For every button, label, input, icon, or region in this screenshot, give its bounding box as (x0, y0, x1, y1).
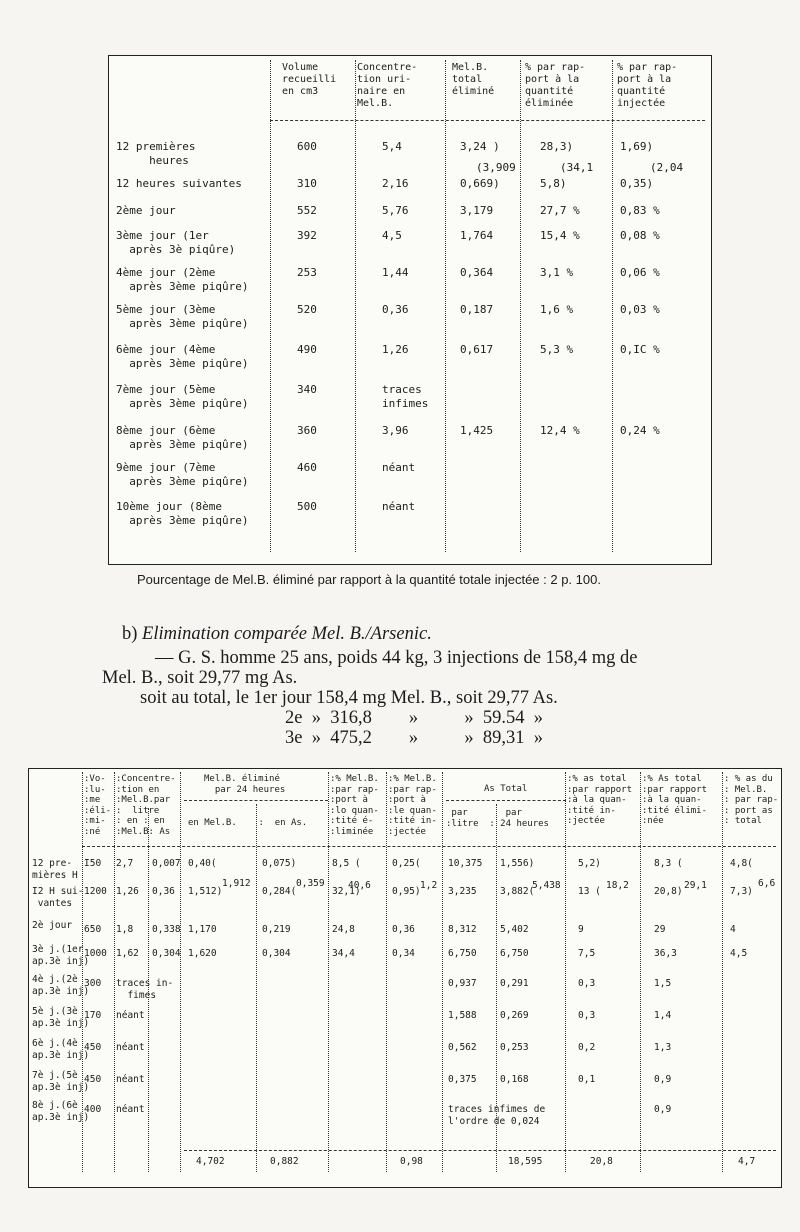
table1-cell: traces infimes (382, 383, 429, 410)
table2-brace-total: 5,438 (532, 880, 561, 891)
table1-cell: 4,5 (382, 229, 402, 242)
table1-column-divider (355, 60, 356, 552)
table2-cell: 1,3 (654, 1042, 672, 1053)
table2-cell: 1,4 (654, 1010, 672, 1021)
table2-cell: I50 (84, 858, 102, 869)
table1-cell: 0,03 % (620, 303, 660, 316)
table1-column-divider (520, 60, 521, 552)
table2-cell: 3,882( (500, 886, 535, 897)
table2-subheader-rule (446, 800, 566, 801)
table1-row-label: 9ème jour (7ème après 3ème piqûre) (116, 461, 249, 488)
table1-cell: 392 (297, 229, 317, 242)
table2-column-total: 0,98 (400, 1156, 423, 1167)
table2-cell: 9 (578, 924, 584, 935)
table2-cell: 1,556) (500, 858, 535, 869)
section-line5: 3e » 475,2 » » 89,31 » (285, 728, 543, 748)
table2-cell: 6,750 (500, 948, 529, 959)
table2-cell: néant (116, 1042, 145, 1053)
table2-column-divider (328, 772, 329, 1172)
table2-brace-total: 1,912 (222, 878, 251, 889)
table1-header: % par rap- port à la quantité injectée (617, 62, 678, 109)
table2-cell: 0,304 (262, 948, 291, 959)
table2-row-label: I2 H sui- vantes (32, 886, 84, 909)
table1-cell: 12,4 % (540, 424, 580, 437)
table1-cell: 0,187 (460, 303, 494, 316)
table1-cell: 253 (297, 266, 317, 279)
table2-header: :% Mel.B. :par rap- :port à :lo quan- :tité é- :liminée (330, 774, 379, 837)
table1-header: Concentre- tion uri- naire en Mel.B. (357, 62, 418, 109)
table2-row-label: 3è j.(1er ap.3è inj) (32, 944, 90, 967)
table1-header-rule (270, 120, 705, 121)
table2-cell: 1,588 (448, 1010, 477, 1021)
table2-column-divider (386, 772, 387, 1172)
table1-cell: 460 (297, 461, 317, 474)
table2-cell: 0,36 (392, 924, 415, 935)
table1-cell: 552 (297, 204, 317, 217)
table2-column-divider (180, 772, 181, 1172)
table2-cell: 8,3 ( (654, 858, 683, 869)
table1-brace-total: (34,1 (560, 161, 594, 174)
table2-header-rule (82, 846, 776, 847)
table2-cell: 1,620 (188, 948, 217, 959)
table2-header: As Total (484, 784, 528, 794)
table1-cell: 1,6 % (540, 303, 574, 316)
table1-row-label: 12 premières heures (116, 140, 196, 167)
table2-cell: 13 ( (578, 886, 601, 897)
table2-cell: 0,007 (152, 858, 181, 869)
table1-cell: 340 (297, 383, 317, 396)
table2-cell: 650 (84, 924, 102, 935)
table2-cell: 0,3 (578, 1010, 596, 1021)
table2-cell: 170 (84, 1010, 102, 1021)
table1-cell: 520 (297, 303, 317, 316)
table2-column-divider (114, 772, 115, 1172)
table1-column-divider (270, 60, 271, 552)
table2-row-label: 6è j.(4è ap.3è inj) (32, 1038, 90, 1061)
table2-cell: 32,1) (332, 886, 361, 897)
table2-cell: 0,168 (500, 1074, 529, 1085)
table1-cell: 1,69) (620, 140, 654, 153)
table2-brace-total: 29,1 (684, 880, 707, 891)
table2-cell: 0,2 (578, 1042, 596, 1053)
table1-cell: 0,364 (460, 266, 494, 279)
table2-header: Mel.B. éliminé par 24 heures (204, 774, 286, 795)
table1-header: % par rap- port à la quantité éliminée (525, 62, 586, 109)
table2-cell: 6,750 (448, 948, 477, 959)
table2-column-divider (722, 772, 723, 1172)
table2-cell: 0,9 (654, 1074, 672, 1085)
table1-cell: 1,44 (382, 266, 409, 279)
table2-header: :Vo- :lu- :me :éli- :mi- :né (84, 774, 112, 837)
table2-cell: néant (116, 1104, 145, 1115)
table1-header: Mel.B. total éliminé (452, 62, 495, 97)
table1-row-label: 10ème jour (8ème après 3ème piqûre) (116, 500, 249, 527)
table2-cell: 36,3 (654, 948, 677, 959)
table2-header: :% As total :par rapport :à la quan- :tité élimi- :née (642, 774, 708, 826)
table1-cell: 0,83 % (620, 204, 660, 217)
table2-cell: 1,170 (188, 924, 217, 935)
table2-column-total: 18,595 (508, 1156, 543, 1167)
table2-header: : % as du : Mel.B. : par rap- : port as : total (724, 774, 779, 826)
table2-cell: 0,95) (392, 886, 421, 897)
table2-row-label: 7è j.(5è ap.3è inj) (32, 1070, 90, 1093)
table2-cell: 0,375 (448, 1074, 477, 1085)
section-heading: b) Elimination comparée Mel. B./Arsenic. (122, 624, 432, 644)
table2-column-divider (565, 772, 566, 1172)
table2-brace-total: 40,6 (348, 880, 371, 891)
table1-cell: néant (382, 500, 416, 513)
table1-cell: 490 (297, 343, 317, 356)
table1-cell: 3,96 (382, 424, 409, 437)
table2-row-label: 5è j.(3è ap.3è inj) (32, 1006, 90, 1029)
table1-brace-total: (2,04 (650, 161, 684, 174)
table1-row-label: 12 heures suivantes (116, 177, 242, 190)
table1-header: Volume recueilli en cm3 (282, 62, 337, 97)
section-line1: — G. S. homme 25 ans, poids 44 kg, 3 injections de 158,4 mg de (155, 648, 638, 668)
table2-cell: 3,235 (448, 886, 477, 897)
table2-cell: 0,36 (152, 886, 175, 897)
table1-row-label: 2ème jour (116, 204, 176, 217)
table2-cell: 0,219 (262, 924, 291, 935)
table1-brace-total: (3,909 (476, 161, 516, 174)
table2-brace-total: 1,2 (420, 880, 438, 891)
table2-cell: 1200 (84, 886, 107, 897)
table2-cell: 0,40( (188, 858, 217, 869)
table1-cell: 500 (297, 500, 317, 513)
table2-cell: 0,253 (500, 1042, 529, 1053)
section-line2: Mel. B., soit 29,77 mg As. (102, 668, 298, 688)
table2-brace-total: 6,6 (758, 878, 776, 889)
table2-column-divider (442, 772, 443, 1172)
table2-header: :Concentre- :tion en :Mel.B.par : litre : en : en :Mel.B: As (116, 774, 176, 837)
table1-cell: 1,26 (382, 343, 409, 356)
table2-brace-total: 18,2 (606, 880, 629, 891)
table2-cell: 8,312 (448, 924, 477, 935)
table1-cell: 5,76 (382, 204, 409, 217)
table1-row-label: 8ème jour (6ème après 3ème piqûre) (116, 424, 249, 451)
table1-cell: 5,8) (540, 177, 567, 190)
table2-brace-total: 0,359 (296, 878, 325, 889)
table2-header: en Mel.B. : en As. (188, 818, 308, 828)
table2-cell: 2,7 (116, 858, 134, 869)
table1-cell: 2,16 (382, 177, 409, 190)
table2-cell: 1,512) (188, 886, 223, 897)
table1-cell: 1,764 (460, 229, 494, 242)
table2-row-label: 2è jour (32, 920, 73, 931)
section-line3: soit au total, le 1er jour 158,4 mg Mel. B., soit 29,77 As. (140, 688, 558, 708)
table2-cell: 24,8 (332, 924, 355, 935)
table2-cell: 0,075) (262, 858, 297, 869)
table2-cell: 0,284( (262, 886, 297, 897)
table2-header: par par :litre : 24 heures (446, 808, 549, 829)
table2-cell: 0,338 (152, 924, 181, 935)
table1-cell: 0,36 (382, 303, 409, 316)
table2-total-rule (184, 1150, 776, 1151)
table2-cell: 0,1 (578, 1074, 596, 1085)
table1-cell: 15,4 % (540, 229, 580, 242)
table2-cell: 4,8( (730, 858, 753, 869)
table2-cell: 450 (84, 1042, 102, 1053)
table2-column-total: 0,882 (270, 1156, 299, 1167)
table2-cell: traces infimes de l'ordre de 0,024 (448, 1104, 546, 1127)
table1-cell: 600 (297, 140, 317, 153)
table2-cell: 0,25( (392, 858, 421, 869)
table2-subheader-rule (184, 800, 328, 801)
table2-cell: 300 (84, 978, 102, 989)
table2-cell: 0,34 (392, 948, 415, 959)
table2-cell: 7,5 (578, 948, 596, 959)
table2-cell: 1,62 (116, 948, 139, 959)
table2-row-label: 4è j.(2è ap.3è inj) (32, 974, 90, 997)
table2-cell: 0,9 (654, 1104, 672, 1115)
table1-cell: néant (382, 461, 416, 474)
table2-cell: 0,937 (448, 978, 477, 989)
table2-subcolumn-divider (256, 804, 257, 1172)
table2-cell: 450 (84, 1074, 102, 1085)
table1-row-label: 7ème jour (5ème après 3ème piqûre) (116, 383, 249, 410)
table2-cell: 34,4 (332, 948, 355, 959)
table2-cell: traces in- fimes (116, 978, 174, 1001)
table2-cell: 0,269 (500, 1010, 529, 1021)
table2-cell: 7,3) (730, 886, 753, 897)
table2-cell: 4,5 (730, 948, 748, 959)
table1-cell: 28,3) (540, 140, 574, 153)
table2-cell: 5,402 (500, 924, 529, 935)
table1-cell: 360 (297, 424, 317, 437)
table2-row-label: 12 pre- mières H (32, 858, 78, 881)
table2-column-total: 4,7 (738, 1156, 756, 1167)
table2-cell: 8,5 ( (332, 858, 361, 869)
table1-caption: Pourcentage de Mel.B. éliminé par rapport à la quantité totale injectée : 2 p. 100. (137, 572, 601, 587)
table2-row-label: 8è j.(6è ap.3è inj) (32, 1100, 90, 1123)
table2-cell: 1,26 (116, 886, 139, 897)
section-line4: 2e » 316,8 » » 59.54 » (285, 708, 543, 728)
table2-cell: néant (116, 1074, 145, 1085)
table1-row-label: 3ème jour (1er après 3è piqûre) (116, 229, 236, 256)
table2-cell: 10,375 (448, 858, 483, 869)
table2-header: :% Mel.B. :par rap- :port à :le quan- :tité in- :jectée (388, 774, 437, 837)
table2-header: :% as total :par rapport :à la quan- :tité in- :jectée (567, 774, 633, 826)
table1-row-label: 6ème jour (4ème après 3ème piqûre) (116, 343, 249, 370)
table1-cell: 0,24 % (620, 424, 660, 437)
table2-column-divider (640, 772, 641, 1172)
table2-cell: 5,2) (578, 858, 601, 869)
table2-cell: néant (116, 1010, 145, 1021)
table1-cell: 3,179 (460, 204, 494, 217)
table2-cell: 400 (84, 1104, 102, 1115)
table1-cell: 0,06 % (620, 266, 660, 279)
table2-cell: 1000 (84, 948, 107, 959)
table1-cell: 0,669) (460, 177, 500, 190)
table1-cell: 0,617 (460, 343, 494, 356)
table1-cell: 27,7 % (540, 204, 580, 217)
table1-cell: 5,4 (382, 140, 402, 153)
table2-cell: 20,8) (654, 886, 683, 897)
table2-cell: 0,562 (448, 1042, 477, 1053)
table1-row-label: 5ème jour (3ème après 3ème piqûre) (116, 303, 249, 330)
table1-column-divider (612, 60, 613, 552)
table1-column-divider (445, 60, 446, 552)
table2-cell: 1,8 (116, 924, 134, 935)
table2-column-total: 20,8 (590, 1156, 613, 1167)
table1-cell: 3,24 ) (460, 140, 500, 153)
table1-cell: 5,3 % (540, 343, 574, 356)
table2-cell: 0,291 (500, 978, 529, 989)
table1-cell: 3,1 % (540, 266, 574, 279)
table2-cell: 1,5 (654, 978, 672, 989)
table2-cell: 4 (730, 924, 736, 935)
table1-cell: 0,IC % (620, 343, 660, 356)
table1-cell: 310 (297, 177, 317, 190)
table1-row-label: 4ème jour (2ème après 3ème piqûre) (116, 266, 249, 293)
table1-cell: 0,08 % (620, 229, 660, 242)
table2-cell: 0,3 (578, 978, 596, 989)
table1-cell: 0,35) (620, 177, 654, 190)
table2-cell: 0,304 (152, 948, 181, 959)
table1-cell: 1,425 (460, 424, 494, 437)
table2-column-total: 4,702 (196, 1156, 225, 1167)
table2-cell: 29 (654, 924, 666, 935)
